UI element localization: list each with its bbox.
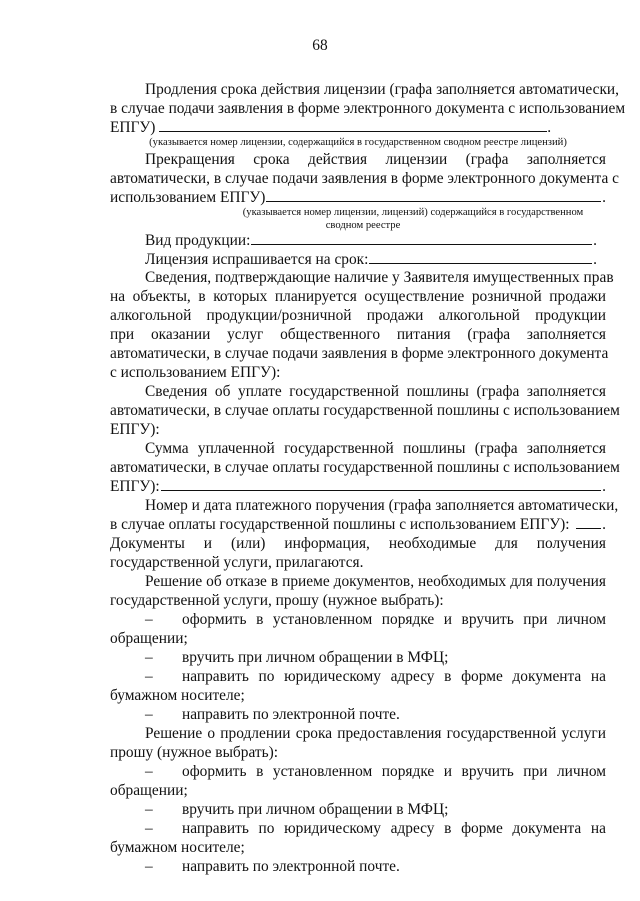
option-dash: – bbox=[145, 801, 153, 818]
sum-line-2: автоматически, в случае оплаты государственной пошлины с использованием bbox=[110, 459, 620, 476]
license-term-field[interactable] bbox=[369, 250, 592, 264]
product-type-field[interactable] bbox=[251, 231, 592, 245]
product-type-label: Вид продукции: bbox=[145, 232, 251, 249]
sum-line-3 bbox=[110, 477, 606, 496]
prolong-license-field[interactable] bbox=[159, 118, 547, 132]
refusal-line-1: Решение об отказе в приеме документов, необходимых для получения bbox=[145, 573, 606, 590]
extension-option-1-line-1[interactable]: оформить в установленном порядке и вручить при личном bbox=[182, 763, 606, 780]
sum-line-1: Сумма уплаченной государственной пошлины (графа заполняется bbox=[145, 440, 606, 457]
duty-line-2: автоматически, в случае оплаты государственной пошлины с использованием bbox=[110, 402, 620, 419]
duty-line-3: ЕПГУ): bbox=[110, 421, 160, 438]
option-dash: – bbox=[145, 611, 153, 628]
property-line-3: алкогольной продукции/розничной продажи алкогольной продукции bbox=[110, 307, 606, 324]
refusal-option-4[interactable]: направить по электронной почте. bbox=[182, 706, 400, 723]
prolong-label: ЕПГУ) bbox=[110, 119, 156, 136]
term-line-3 bbox=[110, 188, 606, 207]
extension-option-1-line-2: обращении; bbox=[110, 782, 188, 799]
option-dash: – bbox=[145, 820, 153, 837]
extension-option-4[interactable]: направить по электронной почте. bbox=[182, 858, 400, 875]
word: срока bbox=[253, 151, 290, 168]
order-line-1: Номер и дата платежного поручения (графа заполняется автоматически, bbox=[145, 497, 619, 514]
option-dash: – bbox=[145, 763, 153, 780]
extension-option-3-line-2: бумажном носителе; bbox=[110, 839, 245, 856]
prolong-line-3 bbox=[110, 118, 606, 137]
word: действия bbox=[308, 151, 368, 168]
property-line-1: Сведения, подтверждающие наличие у Заявителя имущественных прав bbox=[145, 269, 614, 286]
prolong-line-2: в случае подачи заявления в форме электронного документа с использованием bbox=[110, 100, 626, 117]
period: . bbox=[593, 232, 597, 249]
prolong-note: (указывается номер лицензии, содержащийся в государственном сводном реестре лицензий) bbox=[149, 137, 567, 148]
license-term-label: Лицензия испрашивается на срок: bbox=[145, 251, 369, 268]
extension-option-2[interactable]: вручить при личном обращении в МФЦ; bbox=[182, 801, 449, 818]
license-term-line bbox=[145, 250, 597, 269]
product-type-line bbox=[145, 231, 597, 250]
property-line-5: автоматически, в случае подачи заявления в форме электронного документа bbox=[110, 345, 609, 362]
sum-field[interactable] bbox=[161, 477, 601, 491]
duty-line-1: Сведения об уплате государственной пошлины (графа заполняется bbox=[145, 383, 606, 400]
term-note-line-2: сводном реестре bbox=[325, 220, 401, 231]
property-line-6: с использованием ЕПГУ): bbox=[110, 364, 281, 381]
period: . bbox=[602, 516, 606, 533]
term-line-2: автоматически, в случае подачи заявления в форме электронного документа с bbox=[110, 170, 619, 187]
property-line-2: на объекты, в которых планируется осуществление розничной продажи bbox=[110, 288, 606, 305]
option-dash: – bbox=[145, 668, 153, 685]
order-line-2 bbox=[110, 515, 606, 534]
docs-line-2: государственной услуги, прилагаются. bbox=[110, 554, 364, 571]
period: . bbox=[602, 478, 606, 495]
term-line-1 bbox=[145, 150, 606, 169]
option-dash: – bbox=[145, 858, 153, 875]
sum-label: ЕПГУ): bbox=[110, 478, 160, 495]
page-number: 68 bbox=[312, 37, 328, 54]
term-note-line-1: (указывается номер лицензии, лицензий) содержащийся в государственном bbox=[242, 207, 584, 218]
docs-line-1: Документы и (или) информация, необходимые для получения bbox=[110, 535, 606, 552]
refusal-option-3-line-2: бумажном носителе; bbox=[110, 687, 245, 704]
order-field[interactable] bbox=[576, 515, 602, 529]
extension-line-2: прошу (нужное выбрать): bbox=[110, 744, 279, 761]
property-line-4: при оказании услуг общественного питания (графа заполняется bbox=[110, 326, 606, 343]
period: . bbox=[602, 189, 606, 206]
refusal-line-2: государственной услуги, прошу (нужное выбрать): bbox=[110, 592, 444, 609]
term-license-field[interactable] bbox=[266, 188, 601, 202]
refusal-option-3-line-1[interactable]: направить по юридическому адресу в форме документа на bbox=[182, 668, 606, 685]
order-label: в случае оплаты государственной пошлины с использованием ЕПГУ): bbox=[110, 516, 570, 533]
word: заполняется bbox=[526, 151, 606, 168]
period: . bbox=[547, 119, 552, 136]
word: лицензии bbox=[385, 151, 448, 168]
prolong-line-1: Продления срока действия лицензии (графа заполняется автоматически, bbox=[145, 81, 620, 98]
term-label: использованием ЕПГУ) bbox=[110, 189, 266, 206]
extension-option-3-line-1[interactable]: направить по юридическому адресу в форме документа на bbox=[182, 820, 606, 837]
refusal-option-2[interactable]: вручить при личном обращении в МФЦ; bbox=[182, 649, 449, 666]
refusal-option-1-line-2: обращении; bbox=[110, 630, 188, 647]
extension-line-1: Решение о продлении срока предоставления государственной услуги bbox=[145, 725, 606, 742]
word: (графа bbox=[465, 151, 509, 168]
period: . bbox=[593, 251, 597, 268]
refusal-option-1-line-1[interactable]: оформить в установленном порядке и вручить при личном bbox=[182, 611, 606, 628]
option-dash: – bbox=[145, 649, 153, 666]
option-dash: – bbox=[145, 706, 153, 723]
word: Прекращения bbox=[145, 151, 235, 168]
